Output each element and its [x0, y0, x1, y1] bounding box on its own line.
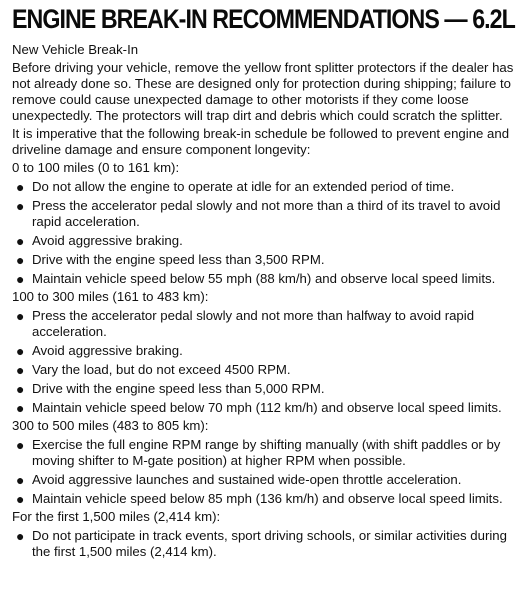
bullet-icon: ● — [16, 233, 25, 249]
bullet-icon: ● — [16, 308, 25, 324]
bullet-icon: ● — [16, 198, 25, 214]
list-item-text: Drive with the engine speed less than 5,000 RPM. — [32, 381, 325, 396]
bullet-icon: ● — [16, 343, 25, 359]
list-item — [12, 381, 523, 397]
bullet-icon: ● — [16, 528, 25, 544]
bullet-icon: ● — [16, 381, 25, 397]
list-item-text: Press the accelerator pedal slowly and not more than a third of its travel to avoid rapid acceleration. — [32, 198, 501, 229]
bullet-icon: ● — [16, 362, 25, 378]
page-title: ENGINE BREAK-IN RECOMMENDATIONS — 6.2L — [12, 4, 515, 34]
list-item-text: Maintain vehicle speed below 85 mph (136 km/h) and observe local speed limits. — [32, 491, 503, 506]
bullet-icon: ● — [16, 400, 25, 416]
intro-paragraph: Before driving your vehicle, remove the yellow front splitter protectors if the dealer has not already done so. These are designed only for protection during shipping; failure to remove could cause unexpected damage to other motorists if they come loose unexpectedly. The protectors will trap dirt and debris which could scratch the splitter. — [12, 60, 514, 123]
imperative-paragraph: It is imperative that the following break-in schedule be followed to prevent engine and driveline damage and ensure component longevity: — [12, 126, 510, 157]
section-heading-100-300: 100 to 300 miles (161 to 483 km): — [12, 289, 209, 304]
list-item — [12, 472, 523, 488]
list-item-text: Avoid aggressive launches and sustained wide-open throttle acceleration. — [32, 472, 462, 487]
list-item — [12, 198, 523, 230]
subheading: New Vehicle Break-In — [12, 42, 139, 57]
bullet-icon: ● — [16, 437, 25, 453]
list-item-text: Do not allow the engine to operate at idle for an extended period of time. — [32, 179, 455, 194]
list-item — [12, 362, 523, 378]
bullet-list-0-100 — [12, 179, 523, 287]
bullet-icon: ● — [16, 252, 25, 268]
list-item-text: Maintain vehicle speed below 55 mph (88 km/h) and observe local speed limits. — [32, 271, 496, 286]
list-item-text: Do not participate in track events, sport driving schools, or similar activities during the first 1,500 miles (2,414 km). — [32, 528, 507, 559]
list-item-text: Press the accelerator pedal slowly and not more than halfway to avoid rapid acceleration. — [32, 308, 475, 339]
list-item — [12, 491, 523, 507]
bullet-list-300-500 — [12, 437, 523, 507]
list-item-text: Drive with the engine speed less than 3,500 RPM. — [32, 252, 325, 267]
list-item-text: Vary the load, but do not exceed 4500 RPM. — [32, 362, 291, 377]
list-item-text: Avoid aggressive braking. — [32, 233, 183, 248]
bullet-icon: ● — [16, 179, 25, 195]
section-heading-first-1500: For the first 1,500 miles (2,414 km): — [12, 509, 221, 524]
list-item — [12, 528, 523, 560]
list-item-text: Avoid aggressive braking. — [32, 343, 183, 358]
section-heading-300-500: 300 to 500 miles (483 to 805 km): — [12, 418, 209, 433]
list-item — [12, 233, 523, 249]
list-item — [12, 179, 523, 195]
bullet-list-100-300 — [12, 308, 523, 416]
list-item — [12, 308, 523, 340]
list-item-text: Maintain vehicle speed below 70 mph (112 km/h) and observe local speed limits. — [32, 400, 502, 415]
list-item-text: Exercise the full engine RPM range by shifting manually (with shift paddles or by moving shifter to M-gate position) at higher RPM when possible. — [32, 437, 501, 468]
list-item — [12, 400, 523, 416]
bullet-list-first-1500 — [12, 528, 523, 560]
bullet-icon: ● — [16, 491, 25, 507]
list-item — [12, 437, 523, 469]
list-item — [12, 343, 523, 359]
section-heading-0-100: 0 to 100 miles (0 to 161 km): — [12, 160, 180, 175]
list-item — [12, 252, 523, 268]
list-item — [12, 271, 523, 287]
bullet-icon: ● — [16, 271, 25, 287]
bullet-icon: ● — [16, 472, 25, 488]
